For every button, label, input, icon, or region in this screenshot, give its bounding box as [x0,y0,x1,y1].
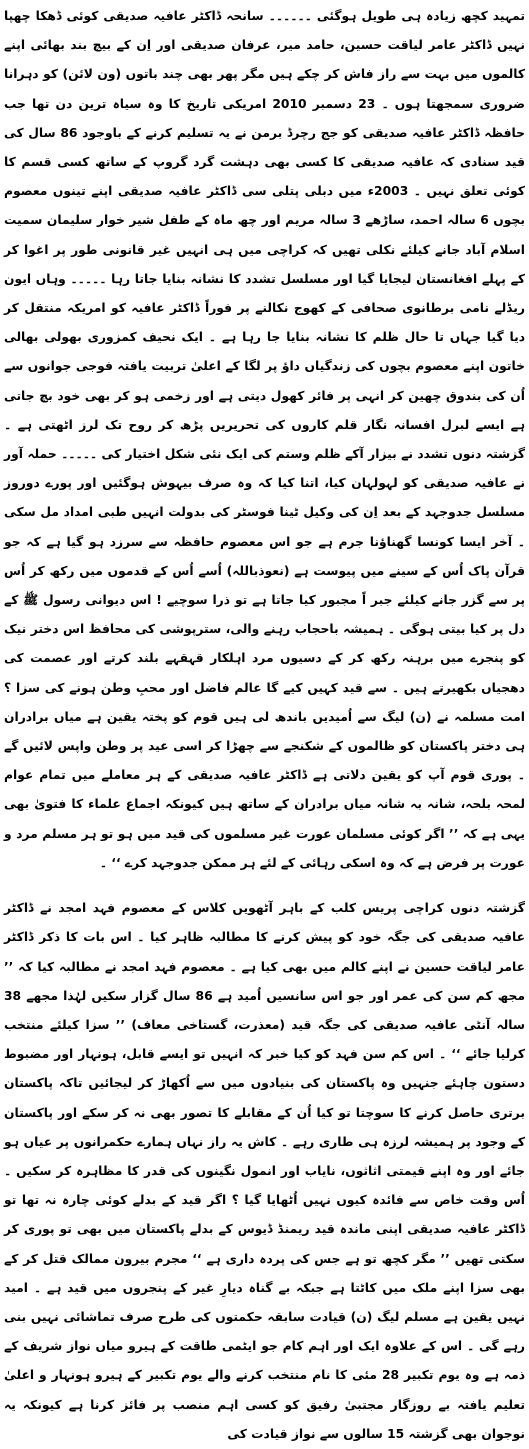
article-paragraph-2: گزشتہ دنوں کراچی پریس کلب کے باہر آٹھویں کلاس کے معصوم فہد امجد نے ڈاکٹر عافیہ صدیقی کی جگہ خود کو پیش کرنے کا مطالبہ ظاہر کیا ۔ اس بات کا ذکر ڈاکٹر عامر لیاقت حسین نے اپنے کالم میں بھی کیا ہے ۔ معصوم فہد امجد نے مطالبہ کیا کہ ’’ مجھ کم سن کی عمر اور جو اس سانسیں اُمید ہے 86 سال گزار سکیں لہٰذا مجھے 38 سالہ آنٹی عافیہ صدیقی کی جگہ قید (معذرت، گستاخی معاف) ’’ سزا کیلئے منتخب کرلیا جائے ‘‘ ۔ اس کم سن فہد کو کیا خبر کہ انہیں تو ایسے قابل، ہونہار اور مضبوط دستون چاہئے جنہیں وہ پاکستان کی بنیادوں میں سے اُکھاڑ کر لیجائیں تاکہ پاکستان برتری حاصل کرنے کا سوچتا تو کیا اُن کے مقابلے کا تصور بھی نہ کر سکے اور پاکستان کے وجود پر ہمیشہ لرزہ ہی طاری رہے ۔ کاش یہ راز نہاں ہمارے حکمرانوں پر عیاں ہو جائے اور وہ اپنے قیمتی اثاثوں، نایاب اور انمول نگینوں کی قدر کا مظاہرہ کر سکیں ۔ اُس وقت خاص سے فائدہ کیوں نہیں اُٹھایا گیا ؟ اگر قید کے بدلے کوئی چارہ نہ تھا تو ڈاکٹر عافیہ صدیقی اپنی ماندہ قید ریمنڈ ڈیوس کے بدلے پاکستان میں بھی تو پوری کر سکتی تھیں ’’ مگر کچھ تو ہے جس کی پردہ داری ہے ‘‘ مجرم بیرون ممالک قتل کر کے بھی سزا اپنے ملک میں کاٹتا ہے جبکہ بے گناہ دیارِ غیر کے پنجروں میں قید ہے ۔ امید نہیں یقین ہے مسلم لیگ (ن) قیادت سابقہ حکمتوں کی طرح صرف تماشائی نہیں بنی رہے گی ۔ اس کے علاوہ ایک اور اہم کام جو ایٹمی طاقت کے ہیرو میاں نواز شریف کے ذمہ ہے وہ یوم تکبیر 28 مئی کا نام منتخب کرنے والے یوم تکبیر کے ہیرو ہونہار و اعلیٰ تعلیم یافتہ بے روزگار مجتبیٰ رفیق کو کسی اہم منصب پر فائز کرنا ہے کیونکہ یہ نوجوان بھی گزشتہ 15 سالوں سے نواز قیادت کی [4,901,525,1441]
article-paragraph-1: تمہید کچھ زیادہ ہی طویل ہوگئی ۔۔۔۔۔۔ سانحہ ڈاکٹر عافیہ صدیقی کوئی ڈھکا چھپا نہیں ڈاکٹر عامر لیاقت حسین، حامد میر، عرفان صدیقی اور اِن کے بیچ بند بھائی اپنے کالموں میں بہت سے راز فاش کر چکے ہیں مگر پھر بھی چند باتوں (ون لائن) کو دہرانا ضروری سمجھتا ہوں ۔ 23 دسمبر 2010 امریکی تاریخ کا وہ سیاہ ترین دن تھا جب حافظہ ڈاکٹر عافیہ صدیقی کو جج رچرڈ برمن نے یہ تسلیم کرنے کے باوجود 86 سال کی قید سنادی کہ عافیہ صدیقی کا کسی بھی دہشت گرد گروپ کے ساتھ کسی قسم کا کوئی تعلق نہیں ۔ 2003ء میں دبلی پتلی سی ڈاکٹر عافیہ صدیقی اپنے تینوں معصوم بچوں 6 سالہ احمد، ساڑھے 3 سالہ مریم اور چھ ماہ کے طفل شیر خوار سلیمان سمیت اسلام آباد جانے کیلئے نکلی تھیں کہ کراچی میں ہی انہیں غیر قانونی طور پر اغوا کر کے پہلے افغانستان لیجایا گیا اور مسلسل تشدد کا نشانہ بنایا جاتا رہا ۔۔۔۔۔ وہاں ایون ریڈلے نامی برطانوی صحافی کے کھوج نکالنے پر فوراً ڈاکٹر عافیہ کو امریکہ منتقل کر دیا گیا جہاں تا حال ظلم کا نشانہ بنایا جا رہا ہے ۔ ایک نحیف کمزوری بھولی بھالی خاتون اپنے معصوم بچوں کی زندگیاں داؤ پر لگا کے اعلیٰ تربیت یافتہ فوجی جوانوں سے اُن کی بندوق چھین کر انہی پر فائر کھول دیتی ہے اور زخمی ہو کر بھی خود بچ جاتی ہے ایسے لبرل افسانہ نگار قلم کاروں کی تحریریں پڑھ کر روح تک لرز اٹھتی ہے ۔ گزشتہ دنوں تشدد نے بیزار آکے ظلم وستم کی ایک نئی شکل اختیار کی ۔۔۔۔۔ حملہ آور نے عافیہ صدیقی کو لہولہان کیا، اتنا کیا کہ وہ صرف بیہوش ہوگئیں اور پورے دوروز مسلسل جدوجہد کے بعد اِن کی وکیل ٹینا فوسٹر کی بدولت انہیں طبی امداد مل سکی ۔ آخر ایسا کونسا گھناؤنا جرم ہے جو اس معصوم حافظہ سے سرزد ہو گیا ہے کہ جو قرآن پاک اُس کے سینے میں پیوست ہے (نعوذباللہ) اُسے اُس کے قدموں میں رکھ کر اُس پر سے گزر جانے کیلئے جبر اً مجبور کیا جاتا ہے تو ذرا سوچیے ! اس دیوانی رسول ﷺ کے دل پر کیا بیتی ہوگی ۔ ہمیشہ باحجاب رہنے والی، سترپوشی کی محافظ اس دختر نیک کو پنجرے میں برہنہ رکھ کر کے دسیوں مرد اہلکار قہقہے بلند کرتے اور عصمت کی دھجیاں بکھیرتے ہیں ۔ سے قید کہیں کیے گا عالم فاضل اور محبِ وطن ہونے کی سزا ؟ امت مسلمہ نے (ن) لیگ سے اُمیدیں باندھ لی ہیں قوم کو پختہ یقین ہے میاں برادران ہی دختر پاکستان کو ظالموں کے شکنجے سے چھڑا کر اسی عید پر وطن واپس لائیں گے ۔ پوری قوم آپ کو یقین دلاتی ہے ڈاکٹر عافیہ صدیقی کے ہر معاملے میں تمام عوام لمحہ بلحہ، شانہ بہ شانہ میاں برادران کے ساتھ ہیں کیونکہ اجماع علماء کا فتویٰ بھی یہی ہے کہ ’’ اگر کوئی مسلمان عورت غیر مسلموں کی قید میں ہو تو ہر مسلم مرد و عورت پر فرض ہے کہ وہ اسکی رہائی کے لئے ہر ممکن جدوجہد کرے ‘‘ ۔ [4,9,525,870]
